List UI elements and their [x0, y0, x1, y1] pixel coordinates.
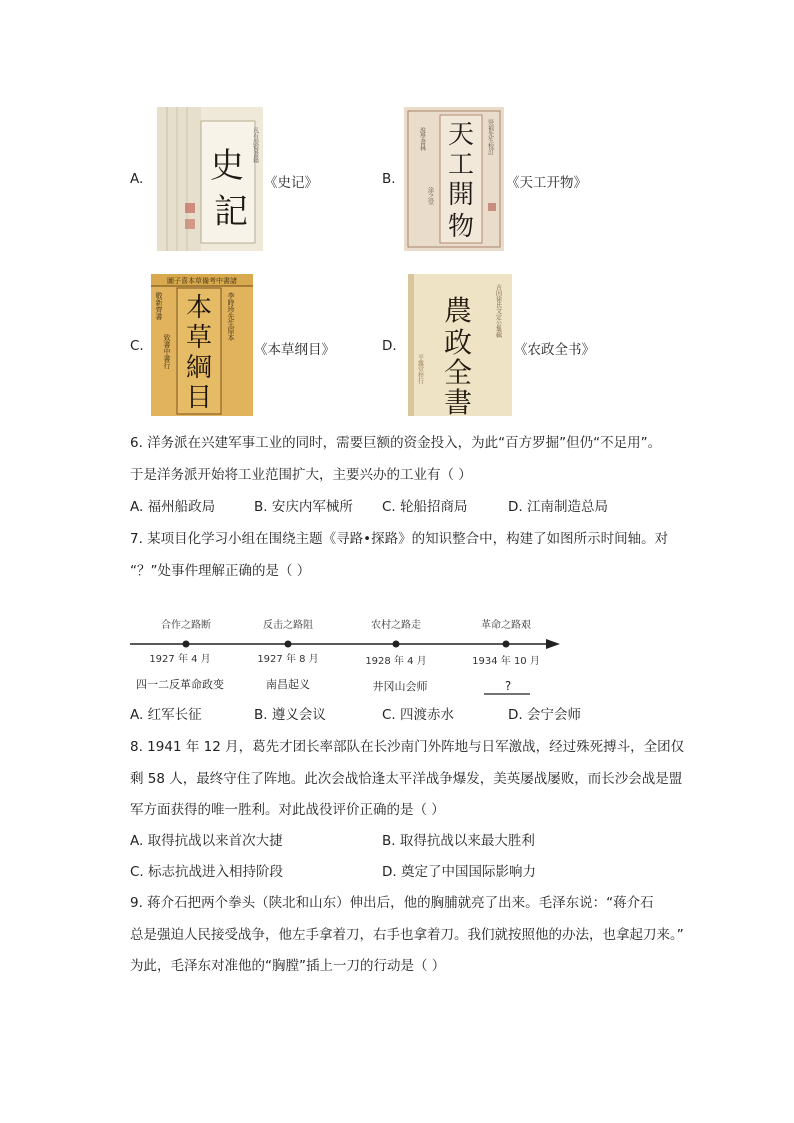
q9-line-1: 9. 蒋介石把两个拳头（陕北和山东）伸出后，他的胸脯就亮了出来。毛泽东说：“蒋介石	[130, 895, 654, 911]
timeline-date-4: 1934 年 10 月	[472, 656, 540, 667]
timeline-date-2: 1927 年 8 月	[257, 654, 319, 665]
bencao-side-text-2: 敬新齊書	[155, 292, 163, 320]
q9-line-2: 总是强迫人民接受战争，他左手拿着刀，右手也拿着刀。我们就按照他的办法，也拿起刀来。”	[130, 927, 684, 943]
bencao-side-text-3: 致書中書行	[163, 334, 171, 369]
nongzheng-char-1: 農	[443, 294, 473, 327]
timeline-top-label-3: 农村之路走	[371, 620, 421, 631]
option-c-letter: C.	[130, 338, 144, 354]
nongzheng-char-4: 書	[443, 386, 473, 416]
tiangong-char-4: 物	[447, 212, 475, 242]
q8-option-a[interactable]: A. 取得抗战以来首次大捷	[130, 833, 283, 849]
bencao-book-image	[151, 274, 253, 416]
bencao-header-text: 圖子喜本草備考中書諸	[167, 277, 237, 285]
q6-option-c[interactable]: C. 轮船招商局	[382, 499, 468, 515]
timeline-date-1: 1927 年 4 月	[149, 654, 211, 665]
option-a-caption: 《史记》	[264, 175, 318, 191]
bencao-char-3: 綱	[185, 353, 213, 383]
tiangong-side-text-2: 說學書林	[418, 127, 426, 151]
option-b-caption: 《天工开物》	[506, 175, 587, 191]
tiangong-side-text: 崇禎先生校訂	[486, 119, 494, 155]
q8-option-c[interactable]: C. 标志抗战进入相持阶段	[130, 864, 284, 880]
option-c-caption: 《本草纲目》	[254, 342, 335, 358]
timeline-top-label-4: 革命之路艰	[481, 620, 531, 631]
q6-option-d[interactable]: D. 江南制造总局	[508, 499, 608, 515]
option-d-caption: 《农政全书》	[514, 342, 595, 358]
q7-option-b[interactable]: B. 遵义会议	[254, 707, 326, 723]
q7-option-a[interactable]: A. 红军长征	[130, 707, 202, 723]
tiangong-char-3: 開	[447, 180, 475, 210]
q6-option-b[interactable]: B. 安庆内军械所	[254, 499, 353, 515]
shiji-char-1: 史	[210, 146, 244, 186]
q7-option-d[interactable]: D. 会宁会师	[508, 707, 581, 723]
nongzheng-side-text-2: 平露堂梓行	[416, 354, 424, 384]
shiji-side-text: 凡有誤寫書籍	[251, 127, 259, 163]
tiangong-book-image	[404, 107, 504, 251]
q7-line-2: “？”处事件理解正确的是（ ）	[130, 563, 311, 579]
tiangong-side-text-3: 涂之堂	[426, 187, 434, 205]
nongzheng-char-3: 全	[443, 356, 473, 389]
nongzheng-char-2: 政	[443, 326, 473, 359]
q8-option-d[interactable]: D. 奠定了中国国际影响力	[382, 864, 536, 880]
q7-line-1: 7. 某项目化学习小组在围绕主题《寻路•探路》的知识整合中，构建了如图所示时间轴。对	[130, 531, 669, 547]
bencao-char-2: 草	[185, 323, 213, 353]
q8-line-1: 8. 1941 年 12 月，葛先才团长率部队在长沙南门外阵地与日军激战，经过殊死搏斗，全团仅	[130, 739, 685, 755]
q7-option-c[interactable]: C. 四渡赤水	[382, 707, 455, 723]
timeline-arrow-icon	[546, 639, 560, 649]
timeline-event-3: 井冈山会师	[372, 680, 428, 693]
tiangong-char-2: 工	[447, 150, 475, 180]
nongzheng-book-image	[408, 274, 512, 416]
timeline-node-1	[183, 641, 190, 648]
option-b-letter: B.	[382, 171, 396, 187]
timeline-event-4: ?	[504, 679, 512, 693]
q6-line-2: 于是洋务派开始将工业范围扩大，主要兴办的工业有（ ）	[130, 467, 472, 483]
option-a-letter: A.	[130, 171, 144, 187]
q8-line-2: 剩 58 人，最终守住了阵地。此次会战恰逢太平洋战争爆发，美英屡战屡败，而长沙会战是盟	[130, 771, 683, 787]
timeline-event-1: 四一二反革命政变	[136, 678, 224, 691]
q6-option-a[interactable]: A. 福州船政局	[130, 499, 216, 515]
bencao-side-text: 李時珍先生原本	[227, 292, 235, 341]
shiji-char-2: 記	[214, 192, 248, 232]
timeline-date-3: 1928 年 4 月	[365, 656, 427, 667]
bencao-char-4: 目	[185, 383, 213, 413]
option-d-letter: D.	[382, 338, 397, 354]
q9-line-3: 为此，毛泽东对准他的“胸膛”插上一刀的行动是（ ）	[130, 958, 446, 974]
timeline-event-2: 南昌起义	[266, 678, 310, 691]
timeline-top-label-1: 合作之路断	[161, 620, 211, 631]
tiangong-char-1: 天	[447, 120, 475, 150]
nongzheng-side-text: 吉因徐氏文定公集輯	[494, 284, 502, 338]
timeline-node-4	[503, 641, 510, 648]
timeline-figure	[128, 608, 568, 698]
shiji-book-image	[157, 107, 263, 251]
timeline-top-label-2: 反击之路阻	[263, 620, 313, 631]
q8-option-b[interactable]: B. 取得抗战以来最大胜利	[382, 833, 535, 849]
q8-line-3: 军方面获得的唯一胜利。对此战役评价正确的是（ ）	[130, 802, 445, 818]
timeline-node-3	[393, 641, 400, 648]
q6-line-1: 6. 洋务派在兴建军事工业的同时，需要巨额的资金投入，为此“百方罗掘”但仍“不足用”。	[130, 435, 662, 451]
timeline-node-2	[285, 641, 292, 648]
bencao-char-1: 本	[185, 293, 213, 323]
